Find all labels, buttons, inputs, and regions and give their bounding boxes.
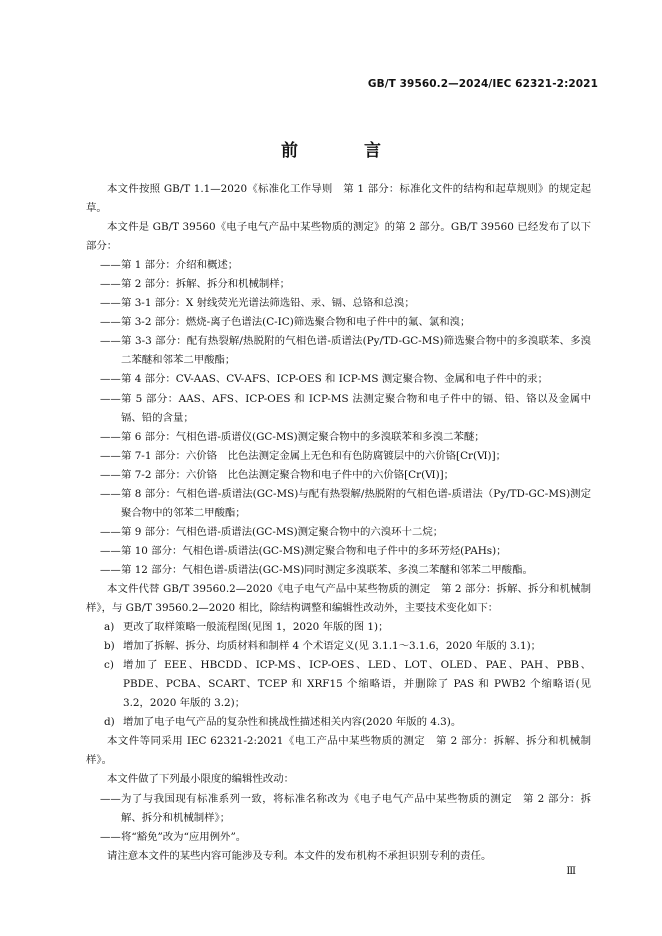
body-paragraph (86, 580, 591, 618)
list-item-text: 更改了取样策略一般流程图(见图 1，2020 年版的图 1)； (123, 621, 389, 634)
list-marker: —— (100, 430, 121, 443)
lettered-list-item (86, 637, 591, 656)
list-item-text: 第 2 部分：拆解、拆分和机械制样； (121, 278, 291, 291)
paragraph-text: 请注意本文件的某些内容可能涉及专利。本文件的发布机构不承担识别专利的责任。 (107, 849, 492, 862)
list-marker: b) (104, 640, 115, 653)
dash-list-item (86, 790, 591, 828)
page-title: 前 言 (281, 141, 411, 161)
dash-list-item (86, 561, 591, 580)
list-marker: —— (100, 278, 121, 291)
list-marker: —— (100, 525, 121, 538)
list-marker: —— (100, 487, 121, 500)
dash-list-item (86, 370, 591, 389)
list-marker: —— (100, 792, 121, 805)
paragraph-text: 本文件按照 GB/T 1.1—2020《标准化工作导则 第 1 部分：标准化文件的结构和起草规则》的规定起草。 (86, 183, 591, 215)
list-item-text: 第 1 部分：介绍和概述； (121, 259, 239, 272)
list-marker: d) (104, 716, 115, 729)
list-item-text: 第 10 部分：气相色谱-质谱法(GC-MS)测定聚合物和电子件中的多环芳烃(PAHs)； (121, 544, 507, 557)
list-item-text: 将“豁免”改为“应用例外”。 (121, 830, 247, 843)
dash-list-item (86, 313, 591, 332)
list-item-text: 第 12 部分：气相色谱-质谱法(GC-MS)同时测定多溴联苯、多溴二苯醚和邻苯二甲酸酯。 (121, 563, 533, 576)
dash-list-item (86, 447, 591, 466)
dash-list-item (86, 485, 591, 523)
list-item-text: 第 7-2 部分：六价铬 比色法测定聚合物和电子件中的六价铬[Cr(Ⅵ)]； (121, 468, 455, 481)
body-paragraph (86, 770, 591, 789)
list-marker: —— (100, 297, 121, 310)
list-item-text: 第 3-1 部分：X 射线荧光光谱法筛选铅、汞、镉、总铬和总溴； (121, 297, 415, 310)
dash-list-item (86, 466, 591, 485)
list-item-text: 增加了拆解、拆分、均质材料和制样 4 个术语定义(见 3.1.1～3.1.6，2020 年版的 3.1)； (123, 640, 542, 653)
list-item-text: 第 7-1 部分：六价铬 比色法测定金属上无色和有色防腐镀层中的六价铬[Cr(Ⅵ)]； (121, 449, 507, 462)
list-marker: c) (104, 659, 114, 672)
list-marker: —— (100, 468, 121, 481)
list-item-text: 第 4 部分：CV-AAS、CV-AFS、ICP-OES 和 ICP-MS 测定聚合物、金属和电子件中的汞； (121, 373, 549, 386)
list-item-text: 增加了 EEE、HBCDD、ICP-MS、ICP-OES、LED、LOT、OLED、PAE、PAH、PBB、PBDE、PCBA、SCART、TCEP 和 XRF15 个缩略语，并删除了 PAS 和 PWB2 个缩略语(见 3.2，2020 年版的 3.2)； (123, 659, 591, 710)
document-number-header: GB/T 39560.2—2024/IEC 62321-2:2021 (367, 78, 598, 90)
paragraph-text: 本文件等同采用 IEC 62321-2:2021《电工产品中某些物质的测定 第 2 部分：拆解、拆分和机械制样》。 (86, 735, 591, 767)
list-item-text: 第 3-2 部分：燃烧-离子色谱法(C-IC)筛选聚合物和电子件中的氟、氯和溴； (121, 316, 471, 329)
dash-list-item (86, 428, 591, 447)
dash-list-item (86, 332, 591, 370)
list-marker: —— (100, 316, 121, 329)
list-item-text: 第 5 部分：AAS、AFS、ICP-OES 和 ICP-MS 法测定聚合物和电子件中的镉、铅、铬以及金属中镉、铅的含量； (121, 392, 591, 424)
list-marker: —— (100, 259, 121, 272)
paragraph-text: 本文件代替 GB/T 39560.2—2020《电子电气产品中某些物质的测定 第 2 部分：拆解、拆分和机械制样》，与 GB/T 39560.2—2020 相比，除结构调整和编辑性改动外，主要技术变化如下： (86, 582, 591, 615)
dash-list-item (86, 294, 591, 313)
body-paragraph (86, 847, 591, 866)
body-paragraph (86, 218, 591, 256)
lettered-list-item (86, 618, 591, 637)
list-item-text: 第 9 部分：气相色谱-质谱法(GC-MS)测定聚合物中的六溴环十二烷； (121, 525, 444, 538)
document-body (86, 180, 591, 866)
list-marker: —— (100, 544, 121, 557)
dash-list-item (86, 256, 591, 275)
paragraph-text: 本文件是 GB/T 39560《电子电气产品中某些物质的测定》的第 2 部分。GB/T 39560 已经发布了以下部分： (86, 221, 591, 253)
list-marker: a) (104, 621, 115, 634)
page-number: Ⅲ (566, 866, 576, 877)
dash-list-item (86, 275, 591, 294)
list-marker: —— (100, 373, 121, 386)
lettered-list-item (86, 713, 591, 732)
list-marker: —— (100, 335, 121, 348)
list-marker: —— (100, 563, 121, 576)
list-marker: —— (100, 392, 121, 405)
dash-list-item (86, 390, 591, 428)
body-paragraph (86, 180, 591, 218)
list-marker: —— (100, 449, 121, 462)
dash-list-item (86, 828, 591, 847)
lettered-list-item (86, 656, 591, 713)
list-item-text: 第 8 部分：气相色谱-质谱法(GC-MS)与配有热裂解/热脱附的气相色谱-质谱法（Py/TD-GC-MS)测定聚合物中的邻苯二甲酸酯； (121, 487, 591, 519)
body-paragraph (86, 732, 591, 770)
list-marker: —— (100, 830, 121, 843)
paragraph-text: 本文件做了下列最小限度的编辑性改动： (107, 773, 295, 786)
list-item-text: 增加了电子电气产品的复杂性和挑战性描述相关内容(2020 年版的 4.3)。 (123, 716, 462, 729)
list-item-text: 为了与我国现有标准系列一致，将标准名称改为《电子电气产品中某些物质的测定 第 2 部分：拆解、拆分和机械制样》； (121, 792, 591, 824)
list-item-text: 第 6 部分：气相色谱-质谱仪(GC-MS)测定聚合物中的多溴联苯和多溴二苯醚； (121, 430, 485, 443)
dash-list-item (86, 542, 591, 561)
list-item-text: 第 3-3 部分：配有热裂解/热脱附的气相色谱-质谱法(Py/TD-GC-MS)筛选聚合物中的多溴联苯、多溴二苯醚和邻苯二甲酸酯； (121, 335, 591, 367)
dash-list-item (86, 523, 591, 542)
